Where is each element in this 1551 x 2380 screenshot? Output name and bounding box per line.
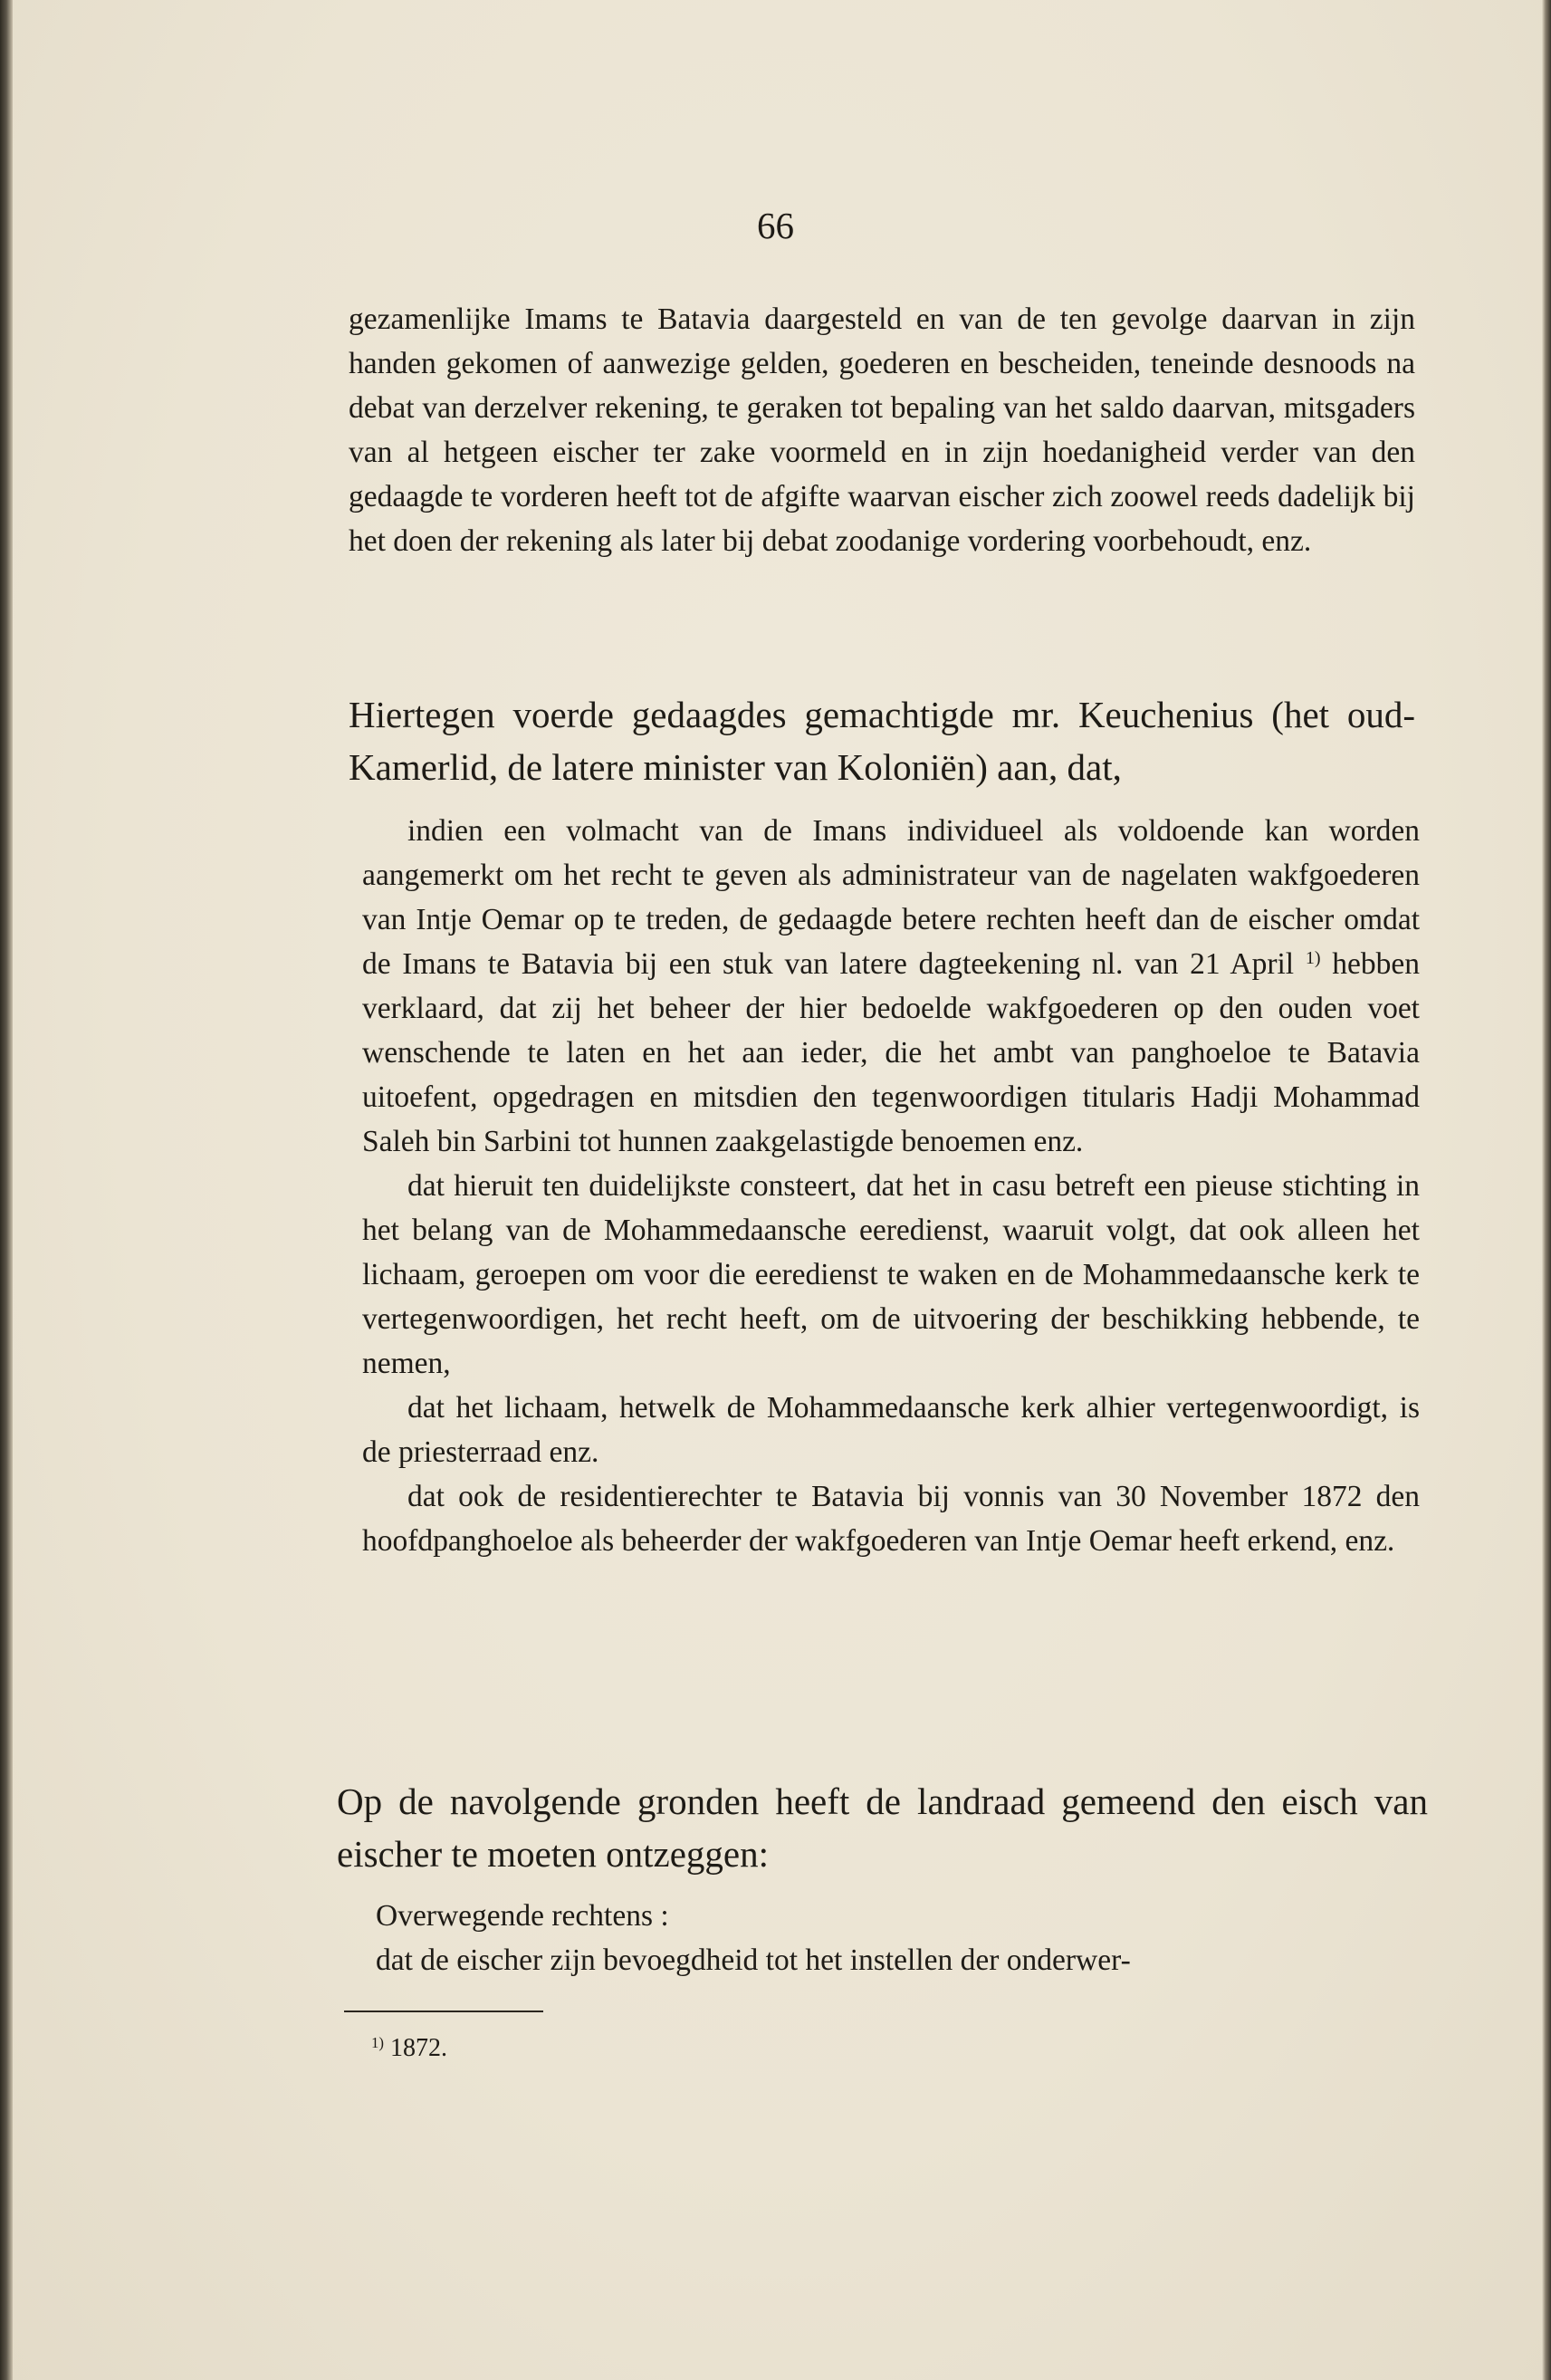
quote-p1-before-ref: indien een volmacht van de Imans individueel als voldoende kan worden aangemerkt om het recht te geven als administrateur van de nagelaten wakfgoederen van Intje Oemar op te treden, de gedaagde betere rechten heeft dan de eischer omdat de Imans te Batavia bij een stuk van latere dagteekening nl. van 21 April	[362, 814, 1420, 981]
footnote	[371, 2032, 447, 2065]
page-number: 66	[757, 205, 794, 246]
footnote-divider	[344, 2011, 543, 2012]
intro-paragraph: gezamenlijke Imams te Batavia daargesteld en van de ten gevolge daarvan in zijn handen gekomen of aanwezige gelden, goederen en bescheiden, teneinde desnoods na debat van derzelver rekening, te geraken tot bepaling van het saldo daarvan, mitsgaders van al hetgeen eischer ter zake voormeld en in zijn hoedanigheid verder van den gedaagde te vorderen heeft tot de afgifte waarvan eischer zich zoowel reeds dadelijk bij het doen der rekening als later bij debat zoodanige vordering voorbehoudt, enz.	[349, 302, 1415, 558]
quote-paragraph-1	[362, 809, 1420, 1164]
quote-p1-after-ref: hebben verklaard, dat zij het beheer der hier bedoelde wakfgoederen op den ouden voet wenschende te laten en het aan ieder, die het ambt van panghoeloe te Batavia uitoefent, opgedragen en mitsdien den tegenwoordigen titularis Hadji Mohammad Saleh bin Sarbini tot hunnen zaakgelastigde benoemen enz.	[362, 947, 1420, 1158]
footnote-reference-mark: 1)	[1305, 947, 1321, 968]
page-binding-edge	[0, 0, 13, 2380]
intro-paragraph-block	[349, 297, 1415, 563]
footnote-mark: 1)	[371, 2033, 384, 2051]
quote-paragraph-4: dat ook de residentierechter te Batavia bij vonnis van 30 November 1872 den hoofdpanghoeloe als beheerder der wakfgoederen van Intje Oemar heeft erkend, enz.	[362, 1480, 1420, 1558]
grounds-heading: Overwegende rechtens :	[376, 1899, 669, 1933]
quote-paragraph-2: dat hieruit ten duidelijkste consteert, dat het in casu betreft een pieuse stichting in het belang van de Mohammedaansche eeredienst, waaruit volgt, dat ook alleen het lichaam, geroepen om voor die eeredienst te waken en de Mohammedaansche kerk te vertegenwoordigen, het recht heeft, om de uitvoering der beschikking hebbende, te nemen,	[362, 1169, 1420, 1380]
quote-paragraph-3: dat het lichaam, hetwelk de Mohammedaansche kerk alhier vertegenwoordigt, is de priesterraad enz.	[362, 1391, 1420, 1469]
grounds-line-1: dat de eischer zijn bevoegdheid tot het instellen der onderwer-	[376, 1943, 1131, 1977]
hiertegen-paragraph: Hiertegen voerde gedaagdes gemachtigde mr. Keuchenius (het oud-Kamerlid, de latere minister van Koloniën) aan, dat,	[349, 694, 1415, 788]
quoted-defence-block	[362, 809, 1420, 1563]
op-de-paragraph: Op de navolgende gronden heeft de landraad gemeend den eisch van eischer te moeten ontzeggen:	[337, 1780, 1428, 1875]
page-right-edge	[1542, 0, 1551, 2380]
footnote-text: 1872.	[383, 2034, 447, 2062]
grounds-block	[376, 1894, 1422, 1982]
